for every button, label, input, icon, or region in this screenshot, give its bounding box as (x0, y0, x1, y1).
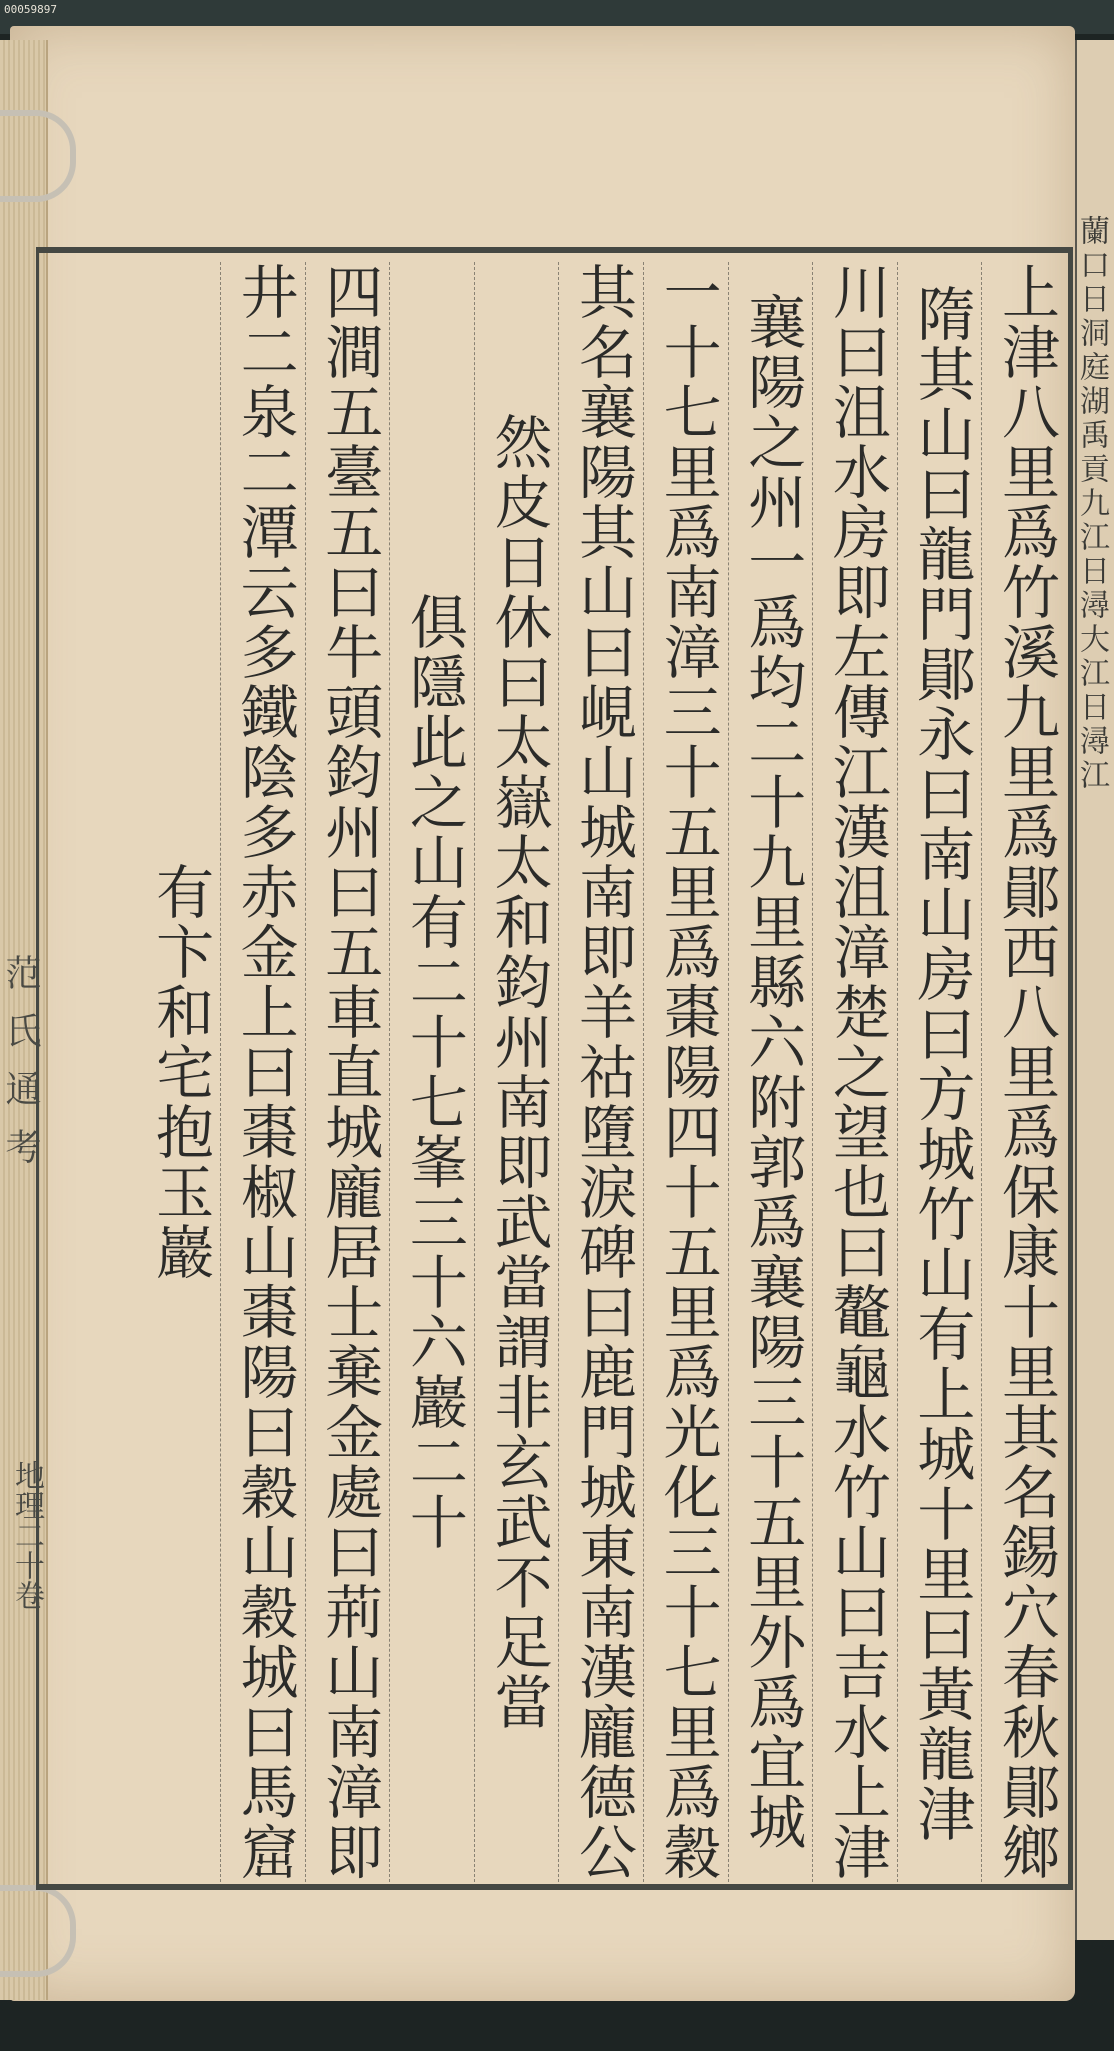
text-column-3 (812, 262, 897, 1882)
column-text: 然皮日休曰太嶽太和鈞州南即武當謂非玄武不足當 (484, 412, 553, 1732)
margin-section: 地理二十卷 (9, 1460, 44, 1610)
adjacent-page-text: 蘭口日洞庭湖禹貢九江日潯大江日潯江 (1074, 215, 1109, 793)
text-columns (50, 262, 1066, 1882)
column-text: 俱隱此之山有二十七峯三十六巖二十 (399, 592, 468, 1552)
adjacent-page (1075, 40, 1114, 1940)
column-text: 襄陽之州一爲均二十九里縣六附郭爲襄陽三十五里外爲宜城 (738, 292, 807, 1852)
text-column-4 (728, 262, 813, 1882)
binding-string-bottom (0, 1885, 76, 1977)
column-text: 其名襄陽其山曰峴山城南即羊祜墮淚碑曰鹿門城東南漢龐德公 (569, 262, 638, 1882)
column-text: 上津八里爲竹溪九里爲鄖西八里爲保康十里其名錫穴春秋鄖鄉 (992, 262, 1060, 1882)
frame-id: 00059897 (4, 3, 57, 16)
column-text: 川曰沮水房即左傳江漢沮漳楚之望也曰鼇龜水竹山曰吉水上津 (822, 262, 891, 1882)
text-column-10 (220, 262, 305, 1882)
text-column-2 (897, 262, 982, 1882)
text-column-7 (474, 262, 559, 1882)
text-column-8 (389, 262, 474, 1882)
margin-title: 范氏通考 (0, 954, 41, 1186)
column-text: 一十七里爲南漳三十五里爲棗陽四十五里爲光化三十七里爲穀 (653, 262, 722, 1882)
text-column-5 (643, 262, 728, 1882)
column-text: 四澗五臺五曰牛頭鈞州曰五車直城龐居士棄金處曰荊山南漳即 (315, 262, 384, 1882)
text-column-11 (135, 262, 220, 1882)
column-text: 隋其山曰龍門鄖永曰南山房曰方城竹山有上城十里曰黃龍津 (907, 284, 976, 1844)
column-text: 有卞和宅抱玉巖 (146, 862, 215, 1282)
text-column-1 (981, 262, 1066, 1882)
text-column-6 (558, 262, 643, 1882)
binding-string-top (0, 110, 76, 202)
text-column-9 (305, 262, 390, 1882)
column-text: 井二泉二潭云多鐵陰多赤金上曰棗椒山棗陽曰穀山穀城曰馬窟 (230, 262, 299, 1882)
